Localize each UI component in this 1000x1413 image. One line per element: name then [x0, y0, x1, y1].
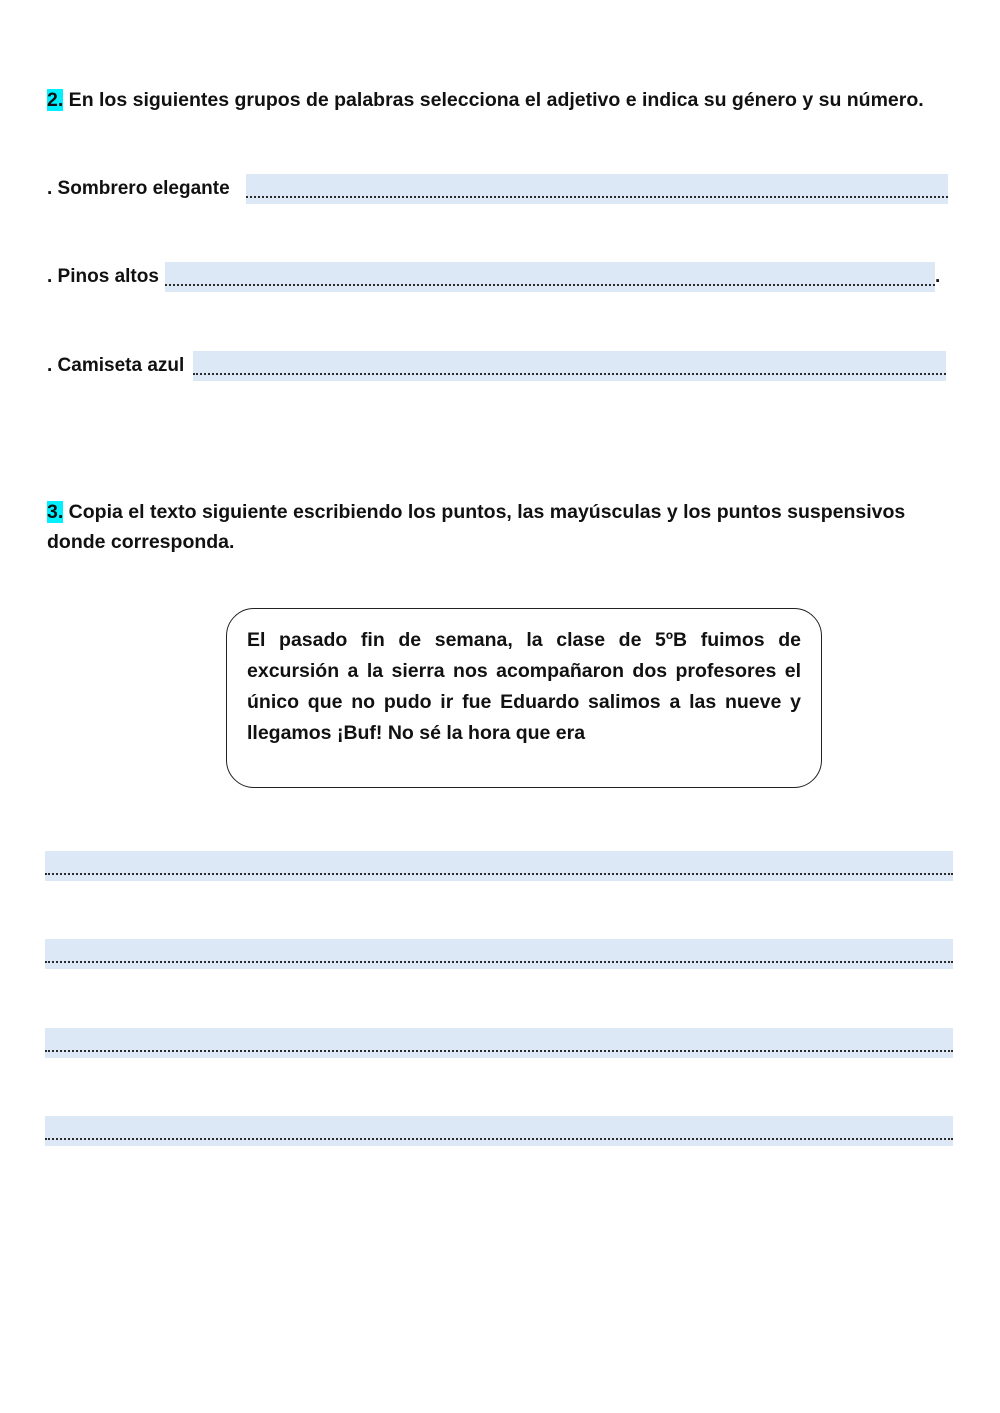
- question-2-number: 2.: [47, 89, 64, 111]
- copy-line-4[interactable]: [45, 1116, 953, 1146]
- source-text-box: [226, 608, 822, 788]
- source-text: El pasado fin de semana, la clase de 5ºB fuimos de excursión a la sierra nos acompañaron dos profesores el único que no pudo ir fue Eduardo salimos a las nueve y llegamos ¡Buf! No sé la hora que era: [247, 629, 801, 744]
- copy-line-1[interactable]: [45, 851, 953, 881]
- question-2-text: En los siguientes grupos de palabras selecciona el adjetivo e indica su género y su número.: [63, 89, 924, 111]
- question-3-title: [47, 497, 952, 557]
- question-3-text: Copia el texto siguiente escribiendo los puntos, las mayúsculas y los puntos suspensivos donde corresponda.: [47, 501, 906, 553]
- question-2-title: [47, 85, 924, 115]
- answer-field-pinos[interactable]: [165, 262, 935, 292]
- item-camiseta-label: . Camiseta azul: [47, 355, 185, 376]
- question-3-number: 3.: [47, 501, 64, 523]
- copy-line-2[interactable]: [45, 939, 953, 969]
- item-pinos-label: . Pinos altos: [47, 266, 159, 287]
- answer-field-sombrero[interactable]: [246, 174, 948, 204]
- copy-line-3[interactable]: [45, 1028, 953, 1058]
- item-sombrero-label: . Sombrero elegante: [47, 178, 230, 199]
- answer-field-pinos-trailing: .: [935, 266, 941, 287]
- answer-field-camiseta[interactable]: [193, 351, 946, 381]
